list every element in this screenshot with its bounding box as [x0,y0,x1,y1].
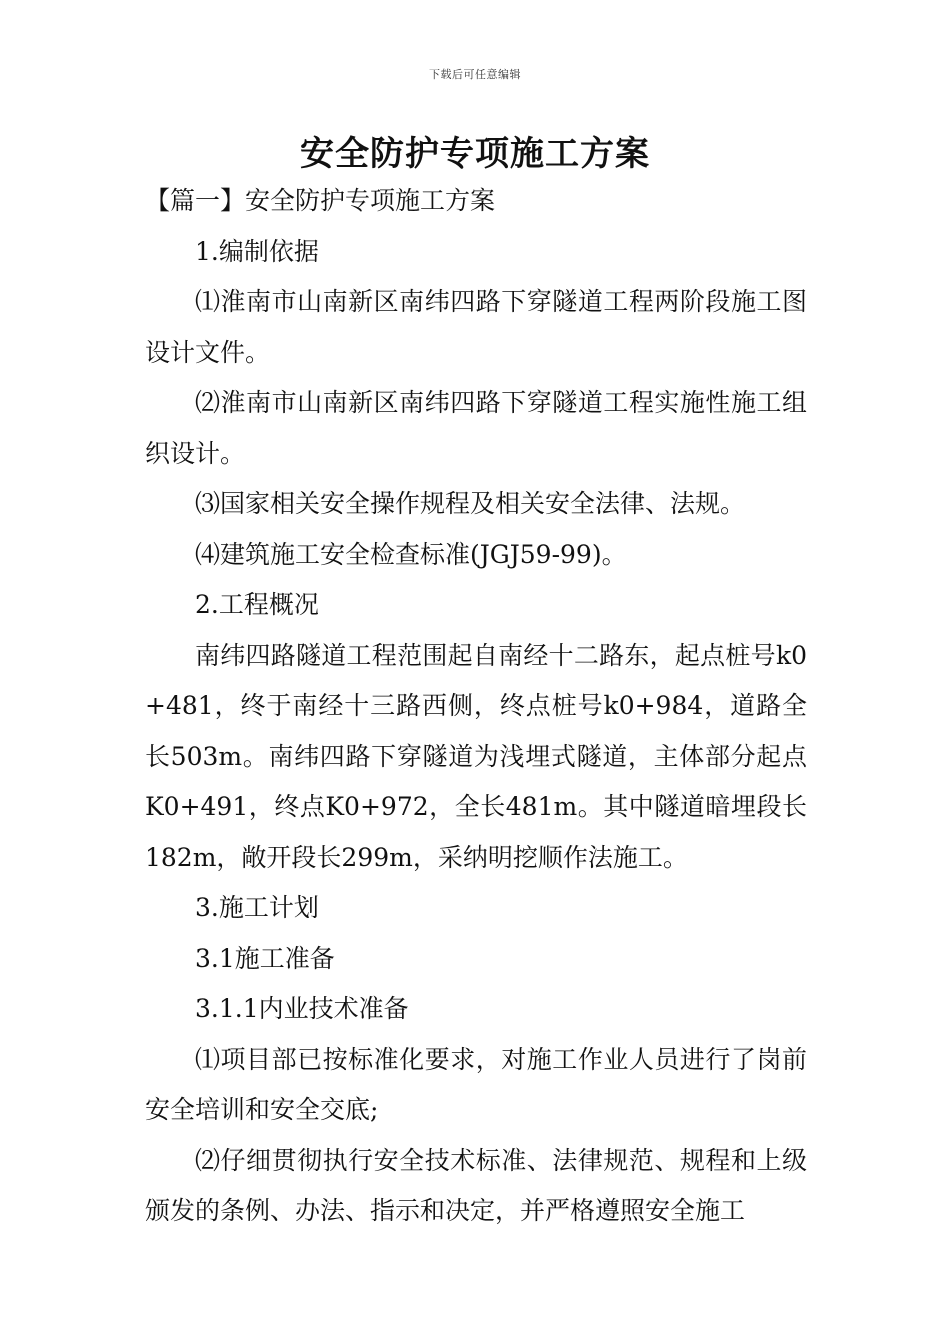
paragraph: ⑶国家相关安全操作规程及相关安全法律、法规。 [195,489,746,518]
header-note: 下载后可任意编辑 [429,68,521,81]
paragraph: 2.工程概况 [195,590,319,619]
paragraph: ⑵淮南市山南新区南纬四路下穿隧道工程实施性施工组织设计。 [145,388,807,468]
paragraph: 3.1.1内业技术准备 [195,994,409,1023]
paragraph: ⑵仔细贯彻执行安全技术标准、法律规范、规程和上级颁发的条例、办法、指示和决定，并严格遵照安全施工 [145,1145,807,1225]
paragraph: ⑴项目部已按标准化要求，对施工作业人员进行了岗前安全培训和安全交底; [145,1044,807,1124]
paragraph: 【篇一】安全防护专项施工方案 [145,186,496,215]
paragraph: 1.编制依据 [195,236,319,266]
paragraph: 南纬四路隧道工程范围起自南经十二路东，起点桩号k0+481，终于南经十三路西侧，终点桩号k0+984，道路全长503m。南纬四路下穿隧道为浅埋式隧道，主体部分起点K0+491，终点K0+972，全长481m。其中隧道暗埋段长182m，敞开段长299m，采纳明挖顺作法施工。 [145,640,807,872]
paragraph: ⑴淮南市山南新区南纬四路下穿隧道工程两阶段施工图设计文件。 [145,287,807,367]
paragraph: ⑷建筑施工安全检查标准(JGJ59-99)。 [195,539,627,569]
paragraph: 3.施工计划 [195,893,319,922]
document-title: 安全防护专项施工方案 [300,134,650,174]
document-body [145,176,807,1237]
paragraph: 3.1施工准备 [195,943,335,973]
